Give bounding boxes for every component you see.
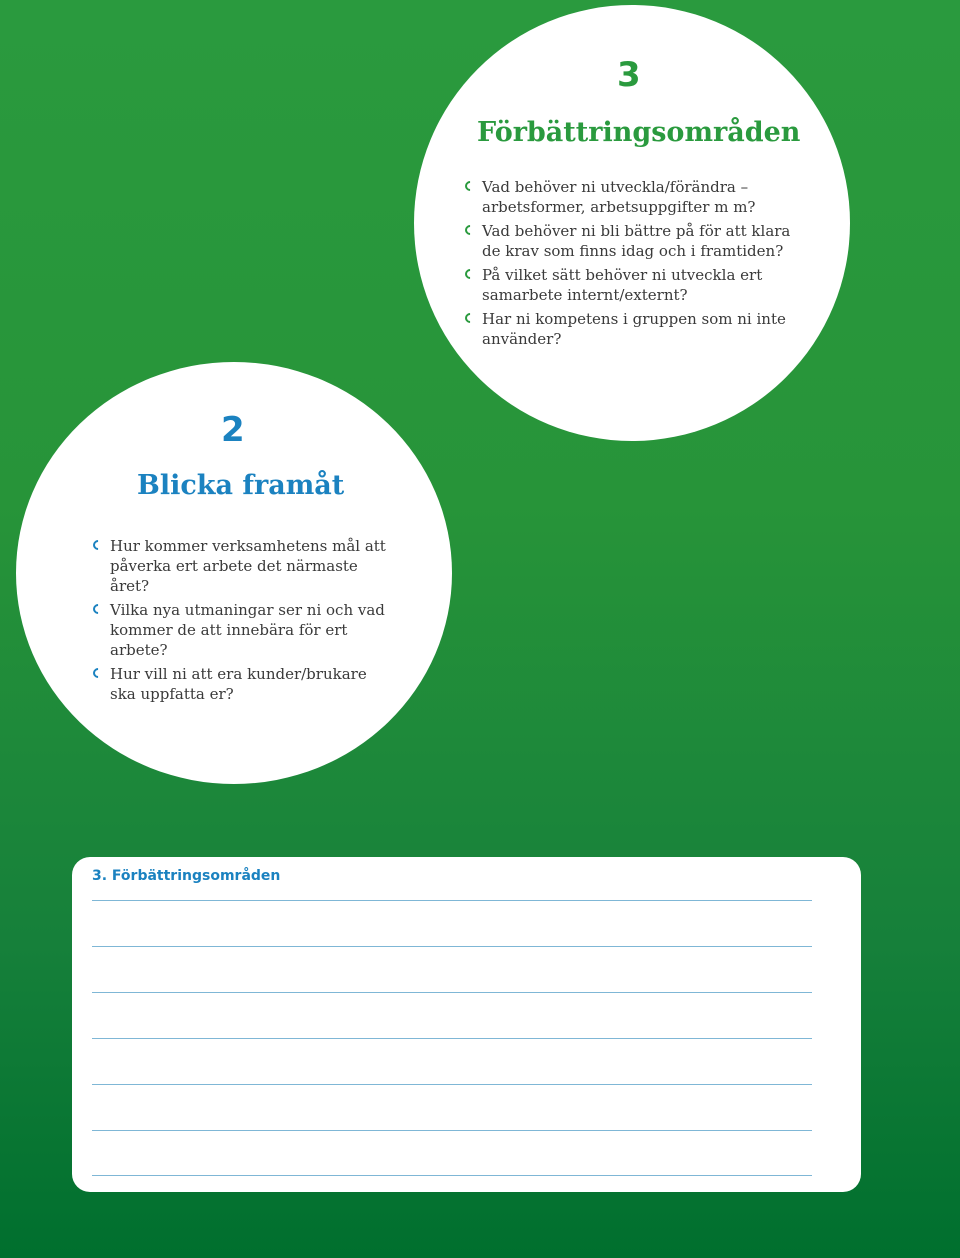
section-2-question-list	[92, 536, 392, 708]
bullet-icon	[91, 538, 105, 552]
list-item: Vad behöver ni utveckla/förändra – arbetsformer, arbetsuppgifter m m?	[464, 177, 799, 217]
section-2-number: 2	[221, 410, 245, 450]
bullet-icon	[463, 223, 477, 237]
section-3-title: Förbättringsområden	[477, 117, 801, 148]
bullet-icon	[463, 311, 477, 325]
section-2-title: Blicka framåt	[137, 470, 345, 501]
notes-box	[72, 857, 861, 1192]
notes-title: 3. Förbättringsområden	[92, 868, 281, 884]
writing-line[interactable]	[92, 1130, 812, 1131]
writing-line[interactable]	[92, 1175, 812, 1176]
list-item: Har ni kompetens i gruppen som ni inte använder?	[464, 309, 799, 349]
bullet-icon	[463, 267, 477, 281]
writing-line[interactable]	[92, 1084, 812, 1085]
list-item: Hur vill ni att era kunder/brukare ska uppfatta er?	[92, 664, 392, 704]
section-3-question-list	[464, 177, 799, 353]
bullet-icon	[91, 602, 105, 616]
list-item: Hur kommer verksamhetens mål att påverka ert arbete det närmaste året?	[92, 536, 392, 596]
writing-line[interactable]	[92, 946, 812, 947]
section-3-number: 3	[617, 55, 641, 95]
writing-line[interactable]	[92, 900, 812, 901]
writing-line[interactable]	[92, 1038, 812, 1039]
bullet-icon	[463, 179, 477, 193]
section-3-circle	[414, 5, 850, 441]
writing-line[interactable]	[92, 992, 812, 993]
section-2-circle	[16, 362, 452, 784]
bullet-icon	[91, 666, 105, 680]
list-item: På vilket sätt behöver ni utveckla ert samarbete internt/externt?	[464, 265, 799, 305]
list-item: Vad behöver ni bli bättre på för att klara de krav som finns idag och i framtiden?	[464, 221, 799, 261]
list-item: Vilka nya utmaningar ser ni och vad kommer de att innebära för ert arbete?	[92, 600, 392, 660]
